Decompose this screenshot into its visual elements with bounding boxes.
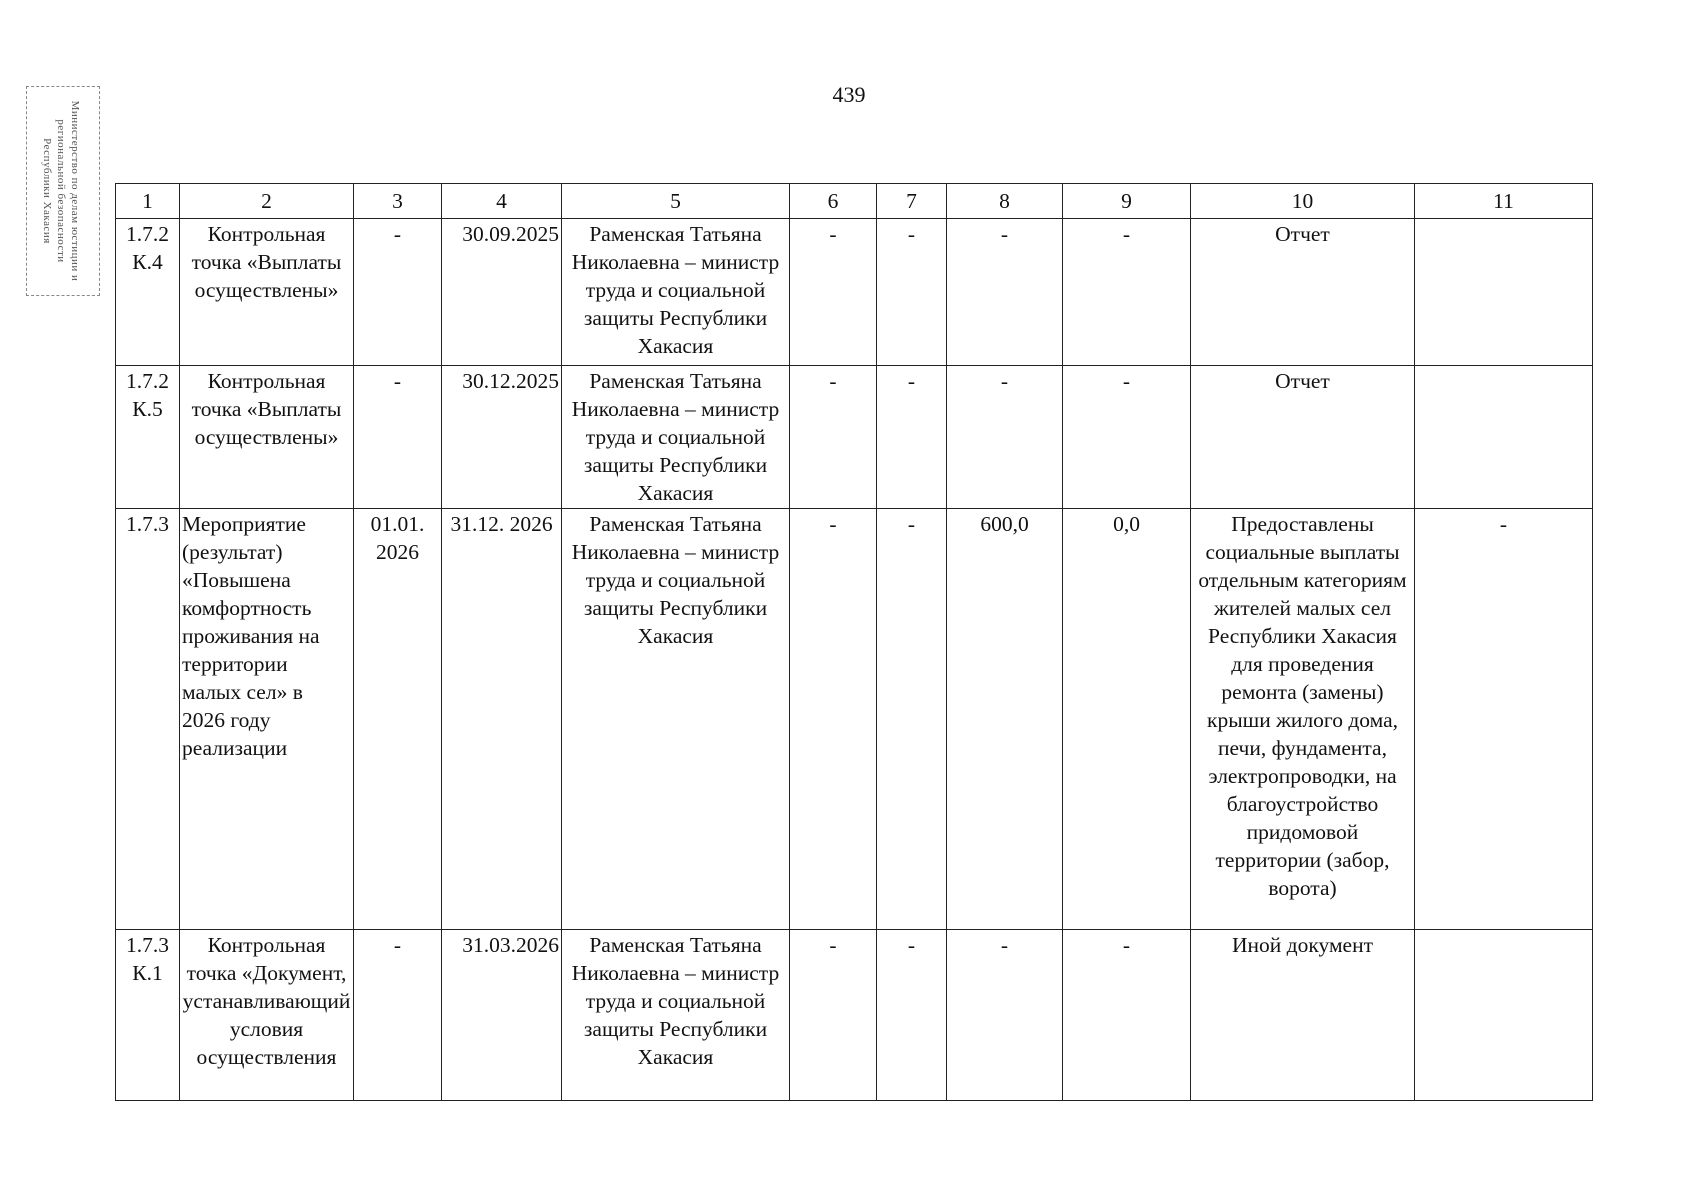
- page-number: 439: [832, 82, 866, 107]
- table-row: [116, 930, 1593, 1101]
- end-date: 30.09.2025: [442, 219, 562, 366]
- header-row: [116, 184, 1593, 219]
- cell-11: [1415, 366, 1593, 509]
- row-number: 1.7.2 К.4: [116, 219, 180, 366]
- responsible: Раменская Татьяна Николаевна – министр труда и социальной защиты Республики Хакасия: [562, 930, 790, 1101]
- end-date: 30.12.2025: [442, 366, 562, 509]
- result-description: Отчет: [1191, 219, 1415, 366]
- cell-6: -: [790, 219, 877, 366]
- cell-7: -: [877, 509, 947, 930]
- cell-11: [1415, 930, 1593, 1101]
- cell-7: -: [877, 930, 947, 1101]
- row-title: Контрольная точка «Выплаты осуществлены»: [180, 366, 354, 509]
- result-description: Отчет: [1191, 366, 1415, 509]
- cell-8: -: [947, 219, 1063, 366]
- responsible: Раменская Татьяна Николаевна – министр труда и социальной защиты Республики Хакасия: [562, 366, 790, 509]
- start-date: -: [354, 930, 442, 1101]
- table-row: [116, 509, 1593, 930]
- cell-8: -: [947, 366, 1063, 509]
- start-date: -: [354, 219, 442, 366]
- end-date: 31.03.2026: [442, 930, 562, 1101]
- cell-11: -: [1415, 509, 1593, 930]
- cell-9: -: [1063, 930, 1191, 1101]
- start-date: 01.01. 2026: [354, 509, 442, 930]
- header-cell: 8: [947, 184, 1063, 219]
- data-table: [115, 183, 1593, 1101]
- header-cell: 9: [1063, 184, 1191, 219]
- header-cell: 4: [442, 184, 562, 219]
- header-cell: 11: [1415, 184, 1593, 219]
- table-row: [116, 219, 1593, 366]
- cell-6: -: [790, 930, 877, 1101]
- header-cell: 6: [790, 184, 877, 219]
- result-description: Иной документ: [1191, 930, 1415, 1101]
- header-cell: 10: [1191, 184, 1415, 219]
- cell-7: -: [877, 219, 947, 366]
- row-number: 1.7.3 К.1: [116, 930, 180, 1101]
- header-cell: 3: [354, 184, 442, 219]
- result-description: Предоставлены социальные выплаты отдельным категориям жителей малых сел Республики Хакасия для проведения ремонта (замены) крыши жилого дома, печи, фундамента, электропроводки, на благоустройство придомовой территории (забор, ворота): [1191, 509, 1415, 930]
- responsible: Раменская Татьяна Николаевна – министр труда и социальной защиты Республики Хакасия: [562, 509, 790, 930]
- header-cell: 7: [877, 184, 947, 219]
- cell-9: -: [1063, 366, 1191, 509]
- header-cell: 5: [562, 184, 790, 219]
- end-date: 31.12. 2026: [442, 509, 562, 930]
- cell-8: -: [947, 930, 1063, 1101]
- cell-7: -: [877, 366, 947, 509]
- cell-9: -: [1063, 219, 1191, 366]
- header-cell: 1: [116, 184, 180, 219]
- side-stamp-text: Министерство по делам юстиции и региональной безопасности Республики Хакасия: [41, 100, 81, 282]
- cell-9: 0,0: [1063, 509, 1191, 930]
- cell-6: -: [790, 509, 877, 930]
- cell-8: 600,0: [947, 509, 1063, 930]
- cell-11: [1415, 219, 1593, 366]
- row-number: 1.7.2 К.5: [116, 366, 180, 509]
- responsible: Раменская Татьяна Николаевна – министр труда и социальной защиты Республики Хакасия: [562, 219, 790, 366]
- row-title: Контрольная точка «Документ, устанавливающий условия осуществления: [180, 930, 354, 1101]
- row-title: Контрольная точка «Выплаты осуществлены»: [180, 219, 354, 366]
- row-title: Мероприятие (результат) «Повышена комфортность проживания на территории малых сел» в 2026 году реализации: [180, 509, 354, 930]
- start-date: -: [354, 366, 442, 509]
- cell-6: -: [790, 366, 877, 509]
- row-number: 1.7.3: [116, 509, 180, 930]
- side-stamp: [26, 86, 100, 296]
- header-cell: 2: [180, 184, 354, 219]
- table-row: [116, 366, 1593, 509]
